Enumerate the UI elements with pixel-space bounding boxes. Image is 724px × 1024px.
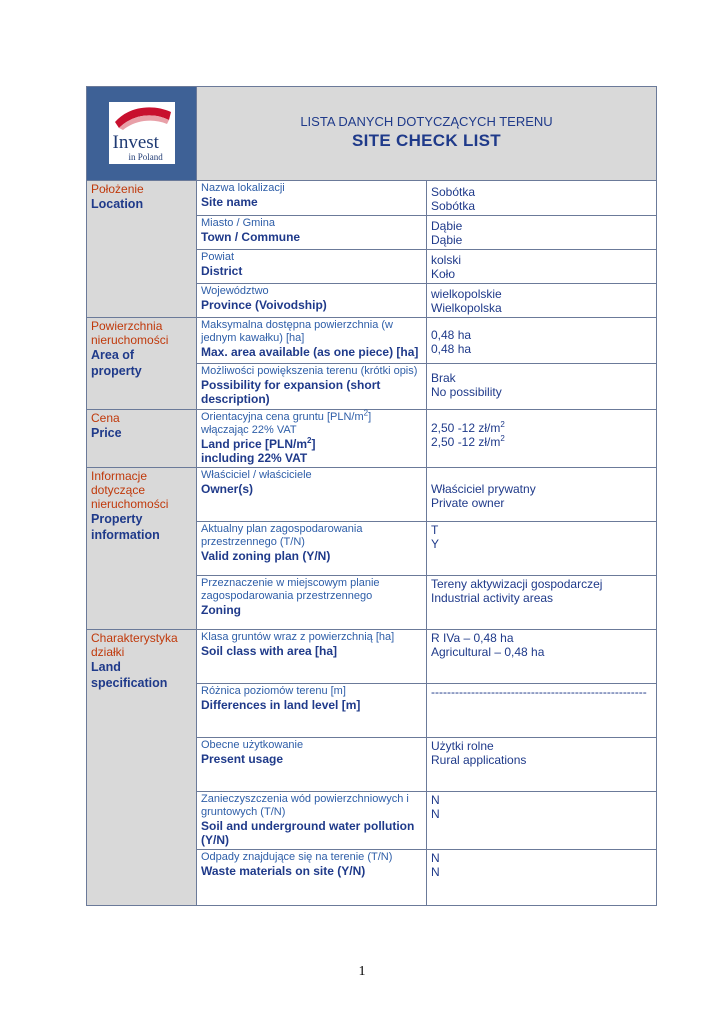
field-label-pl-part: Orientacyjna cena gruntu [PLN/m xyxy=(201,411,364,423)
value-part: 2,50 -12 zł/m xyxy=(431,435,501,449)
field-label-pl-part: ] xyxy=(368,411,372,423)
field-label-pl: Maksymalna dostępna powierzchnia (w jednym kawałku) [ha] xyxy=(201,319,393,344)
field-cell xyxy=(197,318,427,364)
field-label-en: Possibility for expansion (short description) xyxy=(201,378,381,406)
superscript: 2 xyxy=(500,420,505,429)
field-label-en-part: ] xyxy=(311,437,316,451)
field-label-en: Zoning xyxy=(201,603,241,617)
value-cell xyxy=(427,410,657,468)
field-cell xyxy=(197,684,427,738)
field-cell xyxy=(197,792,427,850)
field-cell xyxy=(197,181,427,216)
category-label-en: Area of xyxy=(91,348,135,362)
field-cell xyxy=(197,576,427,630)
value-cell xyxy=(427,181,657,216)
site-check-table xyxy=(86,86,657,906)
value-cell xyxy=(427,364,657,410)
value-cell xyxy=(427,850,657,906)
value-dash-line: ------------------------------------------------------ xyxy=(431,685,647,699)
category-label-pl: Charakterystyka xyxy=(91,631,178,645)
value-pl: Właściciel prywatny xyxy=(431,482,536,496)
value-pl: wielkopolskie xyxy=(431,287,502,301)
value-cell xyxy=(427,216,657,250)
title-polish: LISTA DANYCH DOTYCZĄCYCH TERENU xyxy=(300,114,553,129)
title-english: SITE CHECK LIST xyxy=(351,131,501,150)
value-en: Sobótka xyxy=(431,199,476,213)
value-pl: N xyxy=(431,793,440,807)
area-row-1 xyxy=(87,318,657,364)
superscript: 2 xyxy=(363,408,369,418)
value-en: Agricultural – 0,48 ha xyxy=(431,645,545,659)
value-cell xyxy=(427,684,657,738)
value-pl xyxy=(431,411,652,435)
category-label-pl: działki xyxy=(91,645,125,659)
field-label-pl: Możliwości powiększenia terenu (krótki opis) xyxy=(201,365,418,377)
category-label-pl: Powierzchnia xyxy=(91,319,163,333)
category-label-en: Location xyxy=(91,197,144,211)
field-label-pl: Klasa gruntów wraz z powierzchnią [ha] xyxy=(201,631,395,643)
category-location xyxy=(87,181,197,318)
value-pl: T xyxy=(431,523,439,537)
logo-word: Invest xyxy=(112,132,159,153)
value-cell xyxy=(427,522,657,576)
value-en: Industrial activity areas xyxy=(431,591,554,605)
field-label-pl: Województwo xyxy=(201,285,269,297)
value-cell xyxy=(427,576,657,630)
field-label-en: Max. area available (as one piece) [ha] xyxy=(201,345,419,359)
value-en: No possibility xyxy=(431,385,502,399)
value-pl: N xyxy=(431,851,440,865)
field-cell xyxy=(197,738,427,792)
value-pl: kolski xyxy=(431,253,462,267)
logo-cell xyxy=(87,87,197,181)
field-cell xyxy=(197,250,427,284)
value-cell xyxy=(427,792,657,850)
value-cell xyxy=(427,284,657,318)
field-label-pl: Różnica poziomów terenu [m] xyxy=(201,685,346,697)
value-en: Wielkopolska xyxy=(431,301,502,315)
location-row-1 xyxy=(87,181,657,216)
value-en: Koło xyxy=(431,267,456,281)
field-cell xyxy=(197,522,427,576)
value-pl: Tereny aktywizacji gospodarczej xyxy=(431,577,603,591)
field-label-en xyxy=(201,437,422,451)
value-en: Private owner xyxy=(431,496,505,510)
field-cell xyxy=(197,216,427,250)
price-row xyxy=(87,410,657,468)
category-label-pl: dotyczące xyxy=(91,483,146,497)
value-en: Rural applications xyxy=(431,753,527,767)
category-label-en: Price xyxy=(91,426,122,440)
field-label-pl xyxy=(201,408,422,424)
value-part: 2,50 -12 zł/m xyxy=(431,421,501,435)
field-label-pl: Właściciel / właściciele xyxy=(201,469,312,481)
field-label-pl: Nazwa lokalizacji xyxy=(201,182,285,194)
value-cell xyxy=(427,318,657,364)
category-price xyxy=(87,410,197,468)
value-en xyxy=(431,435,652,449)
field-cell xyxy=(197,630,427,684)
site-check-list-sheet xyxy=(86,86,656,906)
category-label-pl: Cena xyxy=(91,411,120,425)
value-pl: Użytki rolne xyxy=(431,739,494,753)
field-label-en: Differences in land level [m] xyxy=(201,698,361,712)
field-cell xyxy=(197,410,427,468)
value-cell xyxy=(427,738,657,792)
field-cell xyxy=(197,850,427,906)
field-label-en: Town / Commune xyxy=(201,230,301,244)
category-label-pl: Informacje xyxy=(91,469,148,483)
category-label-en: Property xyxy=(91,512,143,526)
value-en: Dąbie xyxy=(431,233,463,247)
field-label-en: Province (Voivodship) xyxy=(201,298,327,312)
field-label-pl: Obecne użytkowanie xyxy=(201,739,304,751)
category-label-pl: nieruchomości xyxy=(91,497,169,511)
field-label-en: Present usage xyxy=(201,752,284,766)
field-label-pl: Przeznaczenie w miejscowym planie zagospodarowania przestrzennego xyxy=(201,577,380,602)
field-label-pl: Zanieczyszczenia wód powierzchniowych i gruntowych (T/N) xyxy=(201,793,409,818)
property-row-1 xyxy=(87,468,657,522)
value-cell xyxy=(427,630,657,684)
header-row xyxy=(87,87,657,181)
field-label-en: Soil and underground water pollution (Y/N) xyxy=(201,819,415,847)
value-pl: Brak xyxy=(431,371,456,385)
field-label-en: District xyxy=(201,264,243,278)
value-pl: 0,48 ha xyxy=(431,328,472,342)
field-cell xyxy=(197,468,427,522)
value-pl: Sobótka xyxy=(431,185,476,199)
category-land xyxy=(87,630,197,906)
field-label-pl: Miasto / Gmina xyxy=(201,217,275,229)
value-en: N xyxy=(431,865,440,879)
invest-in-poland-logo xyxy=(109,102,175,164)
category-label-en: information xyxy=(91,528,160,542)
field-label-pl: włączając 22% VAT xyxy=(201,424,297,436)
field-label-en: Valid zoning plan (Y/N) xyxy=(201,549,331,563)
value-en: N xyxy=(431,807,440,821)
category-label-pl: nieruchomości xyxy=(91,333,169,347)
value-pl: R IVa – 0,48 ha xyxy=(431,631,514,645)
value-en: Y xyxy=(431,537,440,551)
category-area xyxy=(87,318,197,410)
category-label-en: Land xyxy=(91,660,121,674)
page-number: 1 xyxy=(358,964,366,979)
field-label-en: Owner(s) xyxy=(201,482,254,496)
field-label-en-part: Land price [PLN/m xyxy=(201,437,308,451)
field-label-en: including 22% VAT xyxy=(201,451,308,465)
logo-sub: in Poland xyxy=(128,152,163,162)
field-cell xyxy=(197,364,427,410)
field-label-en: Site name xyxy=(201,195,258,209)
superscript: 2 xyxy=(500,434,505,443)
title-cell xyxy=(197,87,657,181)
category-label-en: property xyxy=(91,364,142,378)
category-label-en: specification xyxy=(91,676,168,690)
value-pl: Dąbie xyxy=(431,219,463,233)
field-label-en: Soil class with area [ha] xyxy=(201,644,338,658)
category-property xyxy=(87,468,197,630)
field-label-pl: Powiat xyxy=(201,251,235,263)
land-row-1 xyxy=(87,630,657,684)
value-en: 0,48 ha xyxy=(431,342,472,356)
category-label-pl: Położenie xyxy=(91,182,144,196)
superscript: 2 xyxy=(307,436,312,445)
field-label-en: Waste materials on site (Y/N) xyxy=(201,864,366,878)
value-cell xyxy=(427,468,657,522)
value-cell xyxy=(427,250,657,284)
field-label-pl: Aktualny plan zagospodarowania przestrzennego (T/N) xyxy=(201,523,363,548)
field-cell xyxy=(197,284,427,318)
field-label-pl: Odpady znajdujące się na terenie (T/N) xyxy=(201,851,393,863)
